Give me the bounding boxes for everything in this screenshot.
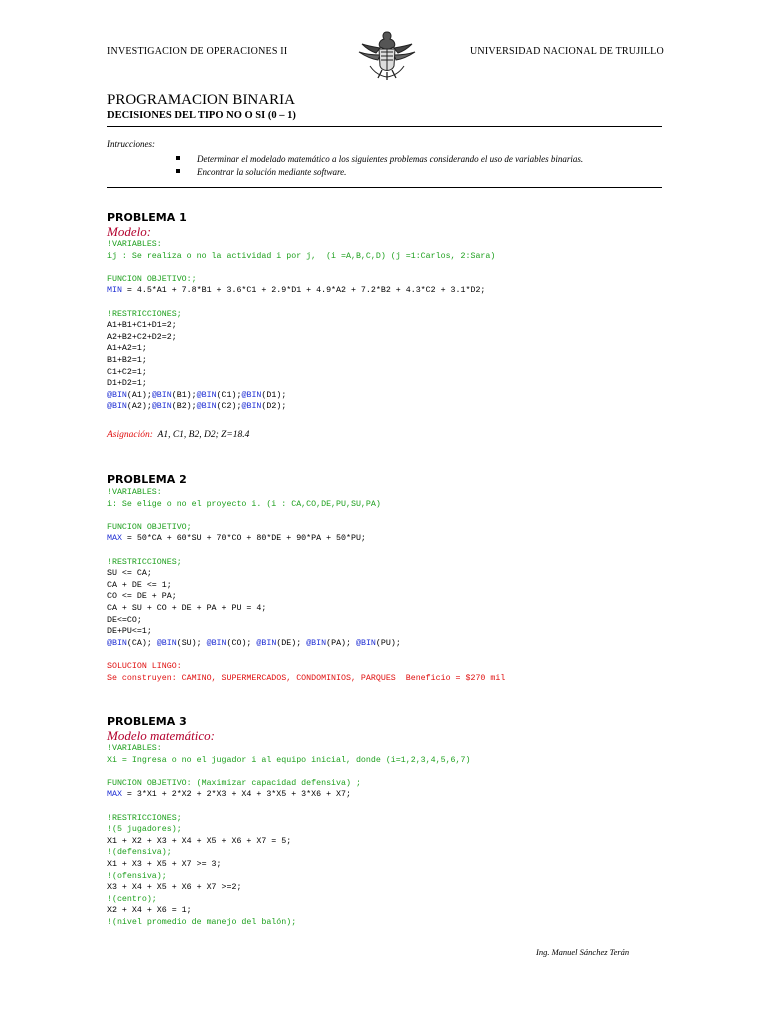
code-line <box>107 367 495 379</box>
code-line <box>107 533 505 545</box>
code-token: !RESTRICCIONES; <box>107 813 182 823</box>
code-line <box>107 510 505 522</box>
code-line <box>107 568 505 580</box>
problem-2-title: PROBLEMA 2 <box>107 473 187 486</box>
code-token: @BIN <box>151 402 172 412</box>
code-line <box>107 638 505 650</box>
code-token: !VARIABLES: <box>107 744 162 753</box>
code-token: @BIN <box>355 638 376 648</box>
code-token: i: Se elige o no el proyecto i. (i : CA,CO,DE,PU,SU,PA) <box>107 499 381 509</box>
code-token: (C2); <box>216 402 242 412</box>
code-line <box>107 499 505 511</box>
code-token: (D2); <box>261 402 287 412</box>
code-line <box>107 824 470 836</box>
problem-1-model-label: Modelo: <box>107 224 152 239</box>
problem-3-model-label: Modelo matemático: <box>107 728 215 743</box>
code-token: (B1); <box>171 390 197 400</box>
code-token: FUNCION OBJETIVO: (Maximizar capacidad defensiva) ; <box>107 778 361 788</box>
code-line <box>107 905 470 917</box>
problem-1-assignment <box>107 430 249 440</box>
code-line <box>107 557 505 569</box>
code-token: MAX <box>107 534 122 544</box>
code-token: X3 + X4 + X5 + X6 + X7 >=2; <box>107 883 242 893</box>
code-line <box>107 545 505 557</box>
problem-3-title: PROBLEMA 3 <box>107 715 187 728</box>
code-line <box>107 251 495 263</box>
code-line <box>107 871 470 883</box>
code-line <box>107 789 470 801</box>
code-line <box>107 522 505 534</box>
code-token: !(nivel promedio de manejo del balón); <box>107 917 297 927</box>
code-line <box>107 847 470 859</box>
bullet-icon <box>176 156 180 160</box>
code-line <box>107 894 470 906</box>
code-line <box>107 766 470 778</box>
code-token: B1+B2=1; <box>107 355 147 365</box>
instruction-item: Determinar el modelado matemático a los siguientes problemas considerando el uso de variables binarias. <box>176 154 583 164</box>
divider <box>107 187 662 188</box>
code-line <box>107 743 470 755</box>
code-token: @BIN <box>241 390 262 400</box>
code-token: (SU); <box>176 638 207 648</box>
code-token: !RESTRICCIONES; <box>107 557 182 567</box>
code-line <box>107 487 505 499</box>
code-line <box>107 661 505 673</box>
code-token: !RESTRICCIONES; <box>107 309 182 319</box>
code-line <box>107 615 505 627</box>
code-token: CA + DE <= 1; <box>107 580 172 590</box>
code-token: !VARIABLES: <box>107 240 162 249</box>
instruction-item: Encontrar la solución mediante software. <box>176 167 346 177</box>
code-token: @BIN <box>196 402 217 412</box>
code-token: @BIN <box>107 638 127 648</box>
code-line <box>107 320 495 332</box>
code-token: @BIN <box>151 390 172 400</box>
code-line <box>107 343 495 355</box>
code-line <box>107 813 470 825</box>
code-token: FUNCION OBJETIVO:; <box>107 274 197 284</box>
code-token: (CA); <box>126 638 157 648</box>
problem-2-code <box>107 487 505 684</box>
code-token: @BIN <box>156 638 177 648</box>
code-line <box>107 401 495 413</box>
code-token: @BIN <box>107 390 127 400</box>
code-token: D1+D2=1; <box>107 379 147 389</box>
code-line <box>107 297 495 309</box>
code-line <box>107 285 495 297</box>
code-line <box>107 355 495 367</box>
code-token: @BIN <box>256 638 277 648</box>
code-token: CA + SU + CO + DE + PA + PU = 4; <box>107 603 267 613</box>
code-line <box>107 239 495 251</box>
code-line <box>107 626 505 638</box>
code-token: !VARIABLES: <box>107 488 162 497</box>
code-line <box>107 309 495 321</box>
code-line <box>107 778 470 790</box>
code-token: (B2); <box>171 402 197 412</box>
code-token: (A2); <box>126 402 152 412</box>
code-token: FUNCION OBJETIVO; <box>107 522 192 532</box>
page-subtitle: DECISIONES DEL TIPO NO O SI (0 – 1) <box>107 110 296 121</box>
code-token: @BIN <box>206 638 227 648</box>
code-token: C1+C2=1; <box>107 367 147 377</box>
code-token: !(centro); <box>107 894 157 904</box>
assignment-value: A1, C1, B2, D2; Z=18.4 <box>157 430 250 440</box>
code-token: @BIN <box>241 402 262 412</box>
code-token: (D1); <box>261 390 287 400</box>
university-seal-icon <box>356 26 418 84</box>
code-token: Xi = Ingresa o no el jugador i al equipo inicial, donde (i=1,2,3,4,5,6,7) <box>107 755 471 765</box>
code-token: (A1); <box>126 390 152 400</box>
author-footer: Ing. Manuel Sánchez Terán <box>536 947 630 957</box>
code-token: SU <= CA; <box>107 569 152 579</box>
code-token: ij : Se realiza o no la actividad i por j, (i =A,B,C,D) (j =1:Carlos, 2:Sara) <box>107 251 496 261</box>
code-token: DE<=CO; <box>107 615 142 625</box>
code-token: SOLUCION LINGO: <box>107 661 182 671</box>
code-token: (CO); <box>226 638 257 648</box>
code-token: A2+B2+C2+D2=2; <box>107 332 177 342</box>
code-token: A1+A2=1; <box>107 344 147 354</box>
problem-1-code <box>107 239 495 413</box>
code-token: @BIN <box>107 402 127 412</box>
code-line <box>107 882 470 894</box>
code-line <box>107 262 495 274</box>
code-token: X1 + X3 + X5 + X7 >= 3; <box>107 859 222 869</box>
code-token: CO <= DE + PA; <box>107 592 177 602</box>
code-token: Se construyen: CAMINO, SUPERMERCADOS, CONDOMINIOS, PARQUES Beneficio = $270 mil <box>107 673 506 683</box>
code-token: MAX <box>107 790 122 800</box>
code-token: A1+B1+C1+D1=2; <box>107 321 177 331</box>
code-token: !(5 jugadores); <box>107 825 182 835</box>
header-course: INVESTIGACION DE OPERACIONES II <box>107 46 288 57</box>
divider <box>107 126 662 127</box>
code-token: !(defensiva); <box>107 848 172 858</box>
code-token: (PU); <box>375 638 401 648</box>
code-line <box>107 649 505 661</box>
code-token: = 50*CA + 60*SU + 70*CO + 80*DE + 90*PA + 50*PU; <box>121 534 366 544</box>
code-token: DE+PU<=1; <box>107 627 152 637</box>
code-token: MIN <box>107 286 122 296</box>
code-token: (C1); <box>216 390 242 400</box>
code-line <box>107 274 495 286</box>
code-token: @BIN <box>306 638 327 648</box>
code-line <box>107 603 505 615</box>
code-token: @BIN <box>196 390 217 400</box>
code-token: = 4.5*A1 + 7.8*B1 + 3.6*C1 + 2.9*D1 + 4.9*A2 + 7.2*B2 + 4.3*C2 + 3.1*D2; <box>121 286 486 296</box>
code-line <box>107 801 470 813</box>
code-token: !(ofensiva); <box>107 871 167 881</box>
code-line <box>107 591 505 603</box>
assignment-label: Asignación: <box>107 430 153 440</box>
instructions-heading: Intrucciones: <box>107 139 155 149</box>
code-token: (PA); <box>326 638 356 648</box>
code-line <box>107 836 470 848</box>
code-line <box>107 673 505 685</box>
code-line <box>107 917 470 929</box>
code-line <box>107 580 505 592</box>
code-token: (DE); <box>276 638 307 648</box>
code-line <box>107 390 495 402</box>
problem-3-code <box>107 743 470 929</box>
code-line <box>107 755 470 767</box>
code-token: = 3*X1 + 2*X2 + 2*X3 + X4 + 3*X5 + 3*X6 + X7; <box>121 790 351 800</box>
code-line <box>107 332 495 344</box>
code-line <box>107 378 495 390</box>
code-token: X1 + X2 + X3 + X4 + X5 + X6 + X7 = 5; <box>107 836 292 846</box>
header-university: UNIVERSIDAD NACIONAL DE TRUJILLO <box>470 46 664 57</box>
code-token: X2 + X4 + X6 = 1; <box>107 906 192 916</box>
problem-1-title: PROBLEMA 1 <box>107 211 187 224</box>
bullet-icon <box>176 169 180 173</box>
code-line <box>107 859 470 871</box>
page-title: PROGRAMACION BINARIA <box>107 92 295 108</box>
